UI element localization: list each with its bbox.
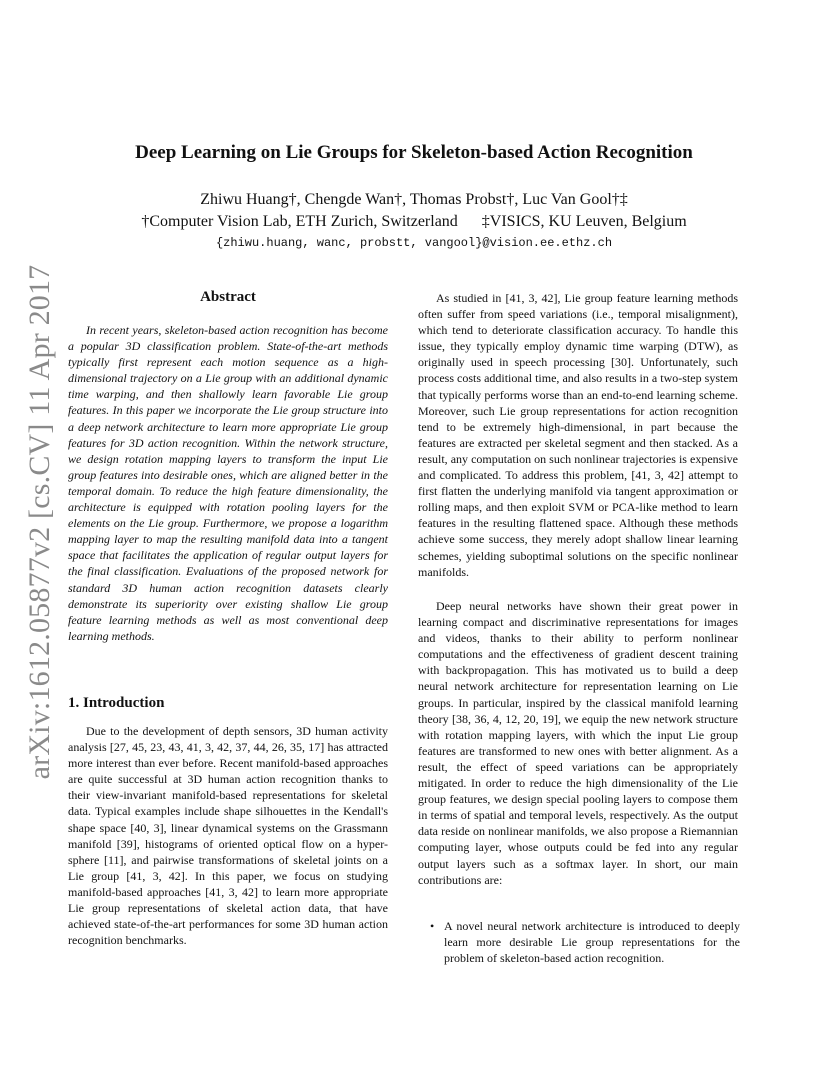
contribution-bullet [430, 918, 740, 966]
affiliations [0, 213, 828, 231]
right-column-paragraph-2: Deep neural networks have shown their great power in learning compact and discriminative representations for images and videos, thanks to their ability to perform nonlinear computations and the effectiveness of gradient descent training with backpropagation. This has motivated us to build a deep neural network architecture for representation learning on Lie groups. In particular, inspired by the classical manifold learning theory [38, 36, 4, 12, 20, 19], we equip the new network structure with rotation mapping layers, with which the input Lie group features are transformed to new ones with better alignment. As a result, the effect of speed variations can be appropriately mitigated. In order to reduce the high dimensionality of the Lie group features, we design special pooling layers to compose them in terms of spatial and temporal levels, respectively. As the output data reside on nonlinear manifolds, we also propose a Riemannian computing layer, whose outputs could be fed into any regular output layers such as a softmax layer. In short, our main contributions are: [418, 599, 738, 887]
contribution-bullet-text: A novel neural network architecture is introduced to deeply learn more desirable Lie group representations for the problem of skeleton-based action recognition. [444, 919, 740, 966]
introduction-paragraph: Due to the development of depth sensors, 3D human activity analysis [27, 45, 23, 43, 41, 3, 42, 37, 44, 26, 35, 17] has attracted more interest than ever before. Recent manifold-based approaches are quite successful at 3D human action recognition thanks to their view-invariant manifold-based representations for skeletal data. Typical examples include shape silhouettes in the Kendall's shape space [40, 3], linear dynamical systems on the Grassmann manifold [39], histograms of oriented optical flow on a hyper-sphere [11], and pairwise transformations of skeletal joints on a Lie group [41, 3, 42]. In this paper, we focus on studying manifold-based approaches [41, 3, 42] to learn more appropriate Lie group representations of skeletal action data, that have achieved state-of-the-art performances for some 3D human action recognition benchmarks. [68, 724, 388, 948]
bullet-dot-icon: • [430, 919, 435, 933]
introduction-heading: 1. Introduction [68, 695, 165, 711]
abstract-heading: Abstract [200, 289, 256, 305]
arxiv-stamp [10, 264, 70, 780]
affiliation-eth: †Computer Vision Lab, ETH Zurich, Switzerland [141, 213, 458, 230]
affiliation-kuleuven: ‡VISICS, KU Leuven, Belgium [481, 213, 687, 230]
right-column-paragraph-1: As studied in [41, 3, 42], Lie group feature learning methods often suffer from speed variations (i.e., temporal misalignment), which tend to deteriorate classification accuracy. To handle this issue, they typically employ dynamic time warping (DTW), as originally used in speech processing [30]. Unfortunately, such process costs additional time, and also results in a two-step system that typically performs worse than an end-to-end learning scheme. Moreover, such Lie group representations for action recognition tend to be extremely high-dimensional, in part because the features are extracted per skeletal segment and then stacked. As a result, any computation on such nonlinear trajectories is expensive and complicated. To address this problem, [41, 3, 42] attempt to first flatten the underlying manifold via tangent approximation or rolling maps, and then exploit SVM or PCA-like method to learn features in the resulting flattened space. Although these methods achieve some success, they merely adopt shallow linear learning schemes, yielding suboptimal solutions on the specific nonlinear manifolds. [418, 291, 738, 579]
author-emails: {zhiwu.huang, wanc, probstt, vangool}@vision.ee.ethz.ch [215, 236, 613, 250]
author-list: Zhiwu Huang†, Chengde Wan†, Thomas Probst†, Luc Van Gool†‡ [200, 191, 628, 208]
paper-title: Deep Learning on Lie Groups for Skeleton-based Action Recognition [135, 142, 693, 163]
abstract-text: In recent years, skeleton-based action recognition has become a popular 3D classification problem. State-of-the-art methods typically first represent each motion sequence as a high-dimensional trajectory on a Lie group with an additional dynamic time warping, and then shallowly learn favorable Lie group features. In this paper we incorporate the Lie group structure into a deep network architecture to learn more appropriate Lie group features for 3D action recognition. Within the network structure, we design rotation mapping layers to transform the input Lie group features into desirable ones, which are aligned better in the temporal domain. To reduce the high feature dimensionality, the architecture is equipped with rotation pooling layers for the elements on the Lie group. Furthermore, we propose a logarithm mapping layer to map the resulting manifold data into a tangent space that facilitates the application of regular output layers for the final classification. Evaluations of the proposed network for standard 3D human action recognition datasets clearly demonstrate its superiority over existing shallow Lie group feature learning methods as well as most conventional deep learning methods. [68, 323, 388, 643]
arxiv-identifier: arXiv:1612.05877v2 [cs.CV] 11 Apr 2017 [23, 264, 56, 780]
